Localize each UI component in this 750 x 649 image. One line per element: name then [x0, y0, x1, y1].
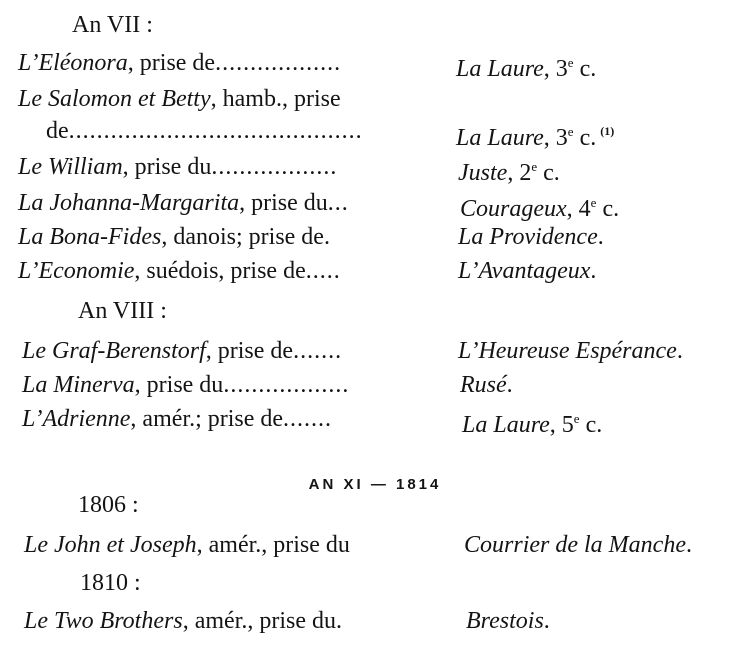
entry-captor: [458, 152, 560, 188]
ship-name: La Bona-Fides: [18, 224, 162, 250]
leader-dots: ..................: [215, 50, 342, 76]
entry-ship: [22, 370, 349, 400]
ship-desc: , suédois, prise de: [134, 258, 306, 284]
entry-ship: [24, 606, 342, 636]
entry-captor: [456, 116, 614, 153]
entry-ship: [18, 256, 341, 286]
captor-name: L’Avantageux: [458, 258, 591, 284]
entry-ship: [18, 222, 330, 252]
captor-suffix: .: [597, 224, 604, 250]
ship-name: Le Salomon et Betty: [18, 86, 211, 112]
leader-dots: ..................: [223, 372, 350, 398]
ship-desc: , danois; prise de.: [161, 224, 330, 250]
entry-captor: [460, 188, 619, 224]
section-heading-an-viii: An VIII :: [78, 298, 167, 324]
entry-ship: [18, 152, 337, 182]
period-title: AN XI — 1814: [308, 476, 442, 493]
captor-name: L’Heureuse Espérance: [458, 338, 677, 364]
class-label: c.: [596, 196, 620, 222]
captor-suffix: .: [676, 338, 683, 364]
ordinal-sup: e: [567, 55, 574, 70]
ship-name: L’Adrienne: [22, 406, 131, 432]
class-label: c.: [573, 125, 597, 151]
class-label: c.: [537, 160, 560, 186]
entry-captor: [458, 256, 596, 286]
captor-suffix: , 3: [543, 56, 568, 82]
ship-name: Le Two Brothers: [24, 608, 183, 634]
captor-name: Courageux: [460, 196, 567, 222]
footnote-marker: (1): [600, 124, 615, 138]
captor-name: Rusé: [460, 372, 507, 398]
entry-ship: [46, 116, 363, 146]
entry-ship: [18, 84, 341, 114]
section-heading-an-vii: An VII :: [72, 12, 153, 38]
leader-dots: .......: [293, 338, 343, 364]
leader-dots: ...: [327, 190, 349, 216]
entry-ship: [22, 404, 332, 434]
ship-desc: , prise de: [205, 338, 294, 364]
captor-name: Brestois: [466, 608, 544, 634]
leader-dots: .......: [283, 406, 333, 432]
ship-desc: , hamb., prise: [210, 86, 341, 112]
ship-name: La Minerva: [22, 372, 135, 398]
captor-name: Juste: [458, 160, 508, 186]
entry-ship: [22, 336, 342, 366]
section-heading-1806: 1806 :: [78, 492, 139, 518]
captor-name: La Laure: [456, 56, 544, 82]
ship-desc: , amér.; prise de: [130, 406, 284, 432]
entry-ship: [18, 188, 349, 218]
section-heading-1810: 1810 :: [80, 570, 141, 596]
leader-dots: .....: [305, 258, 341, 284]
entry-captor: [460, 370, 513, 400]
ordinal-sup: e: [531, 159, 538, 174]
captor-suffix: , 4: [566, 196, 591, 222]
ship-desc: , amér., prise du: [196, 532, 350, 558]
ship-name: La Johanna-Margarita: [18, 190, 240, 216]
captor-suffix: .: [543, 608, 550, 634]
leader-dots: ..................: [211, 154, 338, 180]
captor-suffix: , 5: [549, 412, 574, 438]
entry-captor: [456, 48, 596, 84]
ordinal-sup: e: [567, 124, 574, 139]
ship-desc: , amér., prise du.: [182, 608, 342, 634]
captor-suffix: , 2: [507, 160, 532, 186]
captor-name: La Laure: [456, 125, 544, 151]
ship-desc: , prise du: [239, 190, 328, 216]
ship-name: Le Graf-Berenstorf: [22, 338, 206, 364]
captor-suffix: , 3: [543, 125, 568, 151]
entry-captor: [462, 404, 602, 440]
ship-desc: de: [46, 118, 69, 144]
ship-desc: , prise du: [134, 372, 224, 398]
ship-name: Le William: [18, 154, 123, 180]
captor-suffix: .: [506, 372, 513, 398]
entry-captor: [458, 222, 604, 252]
ship-desc: , prise du: [122, 154, 212, 180]
entry-ship: [18, 48, 341, 78]
leader-dots: ..........................................: [68, 118, 363, 144]
ship-name: Le John et Joseph: [24, 532, 197, 558]
captor-name: La Providence: [458, 224, 598, 250]
captor-name: La Laure: [462, 412, 550, 438]
class-label: c.: [573, 56, 597, 82]
class-label: c.: [579, 412, 603, 438]
entry-ship: [24, 530, 350, 560]
ordinal-sup: e: [573, 411, 580, 426]
ship-name: L’Economie: [18, 258, 135, 284]
entry-captor: [466, 606, 550, 636]
captor-suffix: .: [590, 258, 597, 284]
ship-desc: , prise de: [127, 50, 216, 76]
captor-name: Courrier de la Manche: [464, 532, 686, 558]
captor-suffix: .: [685, 532, 692, 558]
entry-captor: [464, 530, 692, 560]
ordinal-sup: e: [590, 195, 597, 210]
entry-captor: [458, 336, 683, 366]
ship-name: L’Eléonora: [18, 50, 128, 76]
